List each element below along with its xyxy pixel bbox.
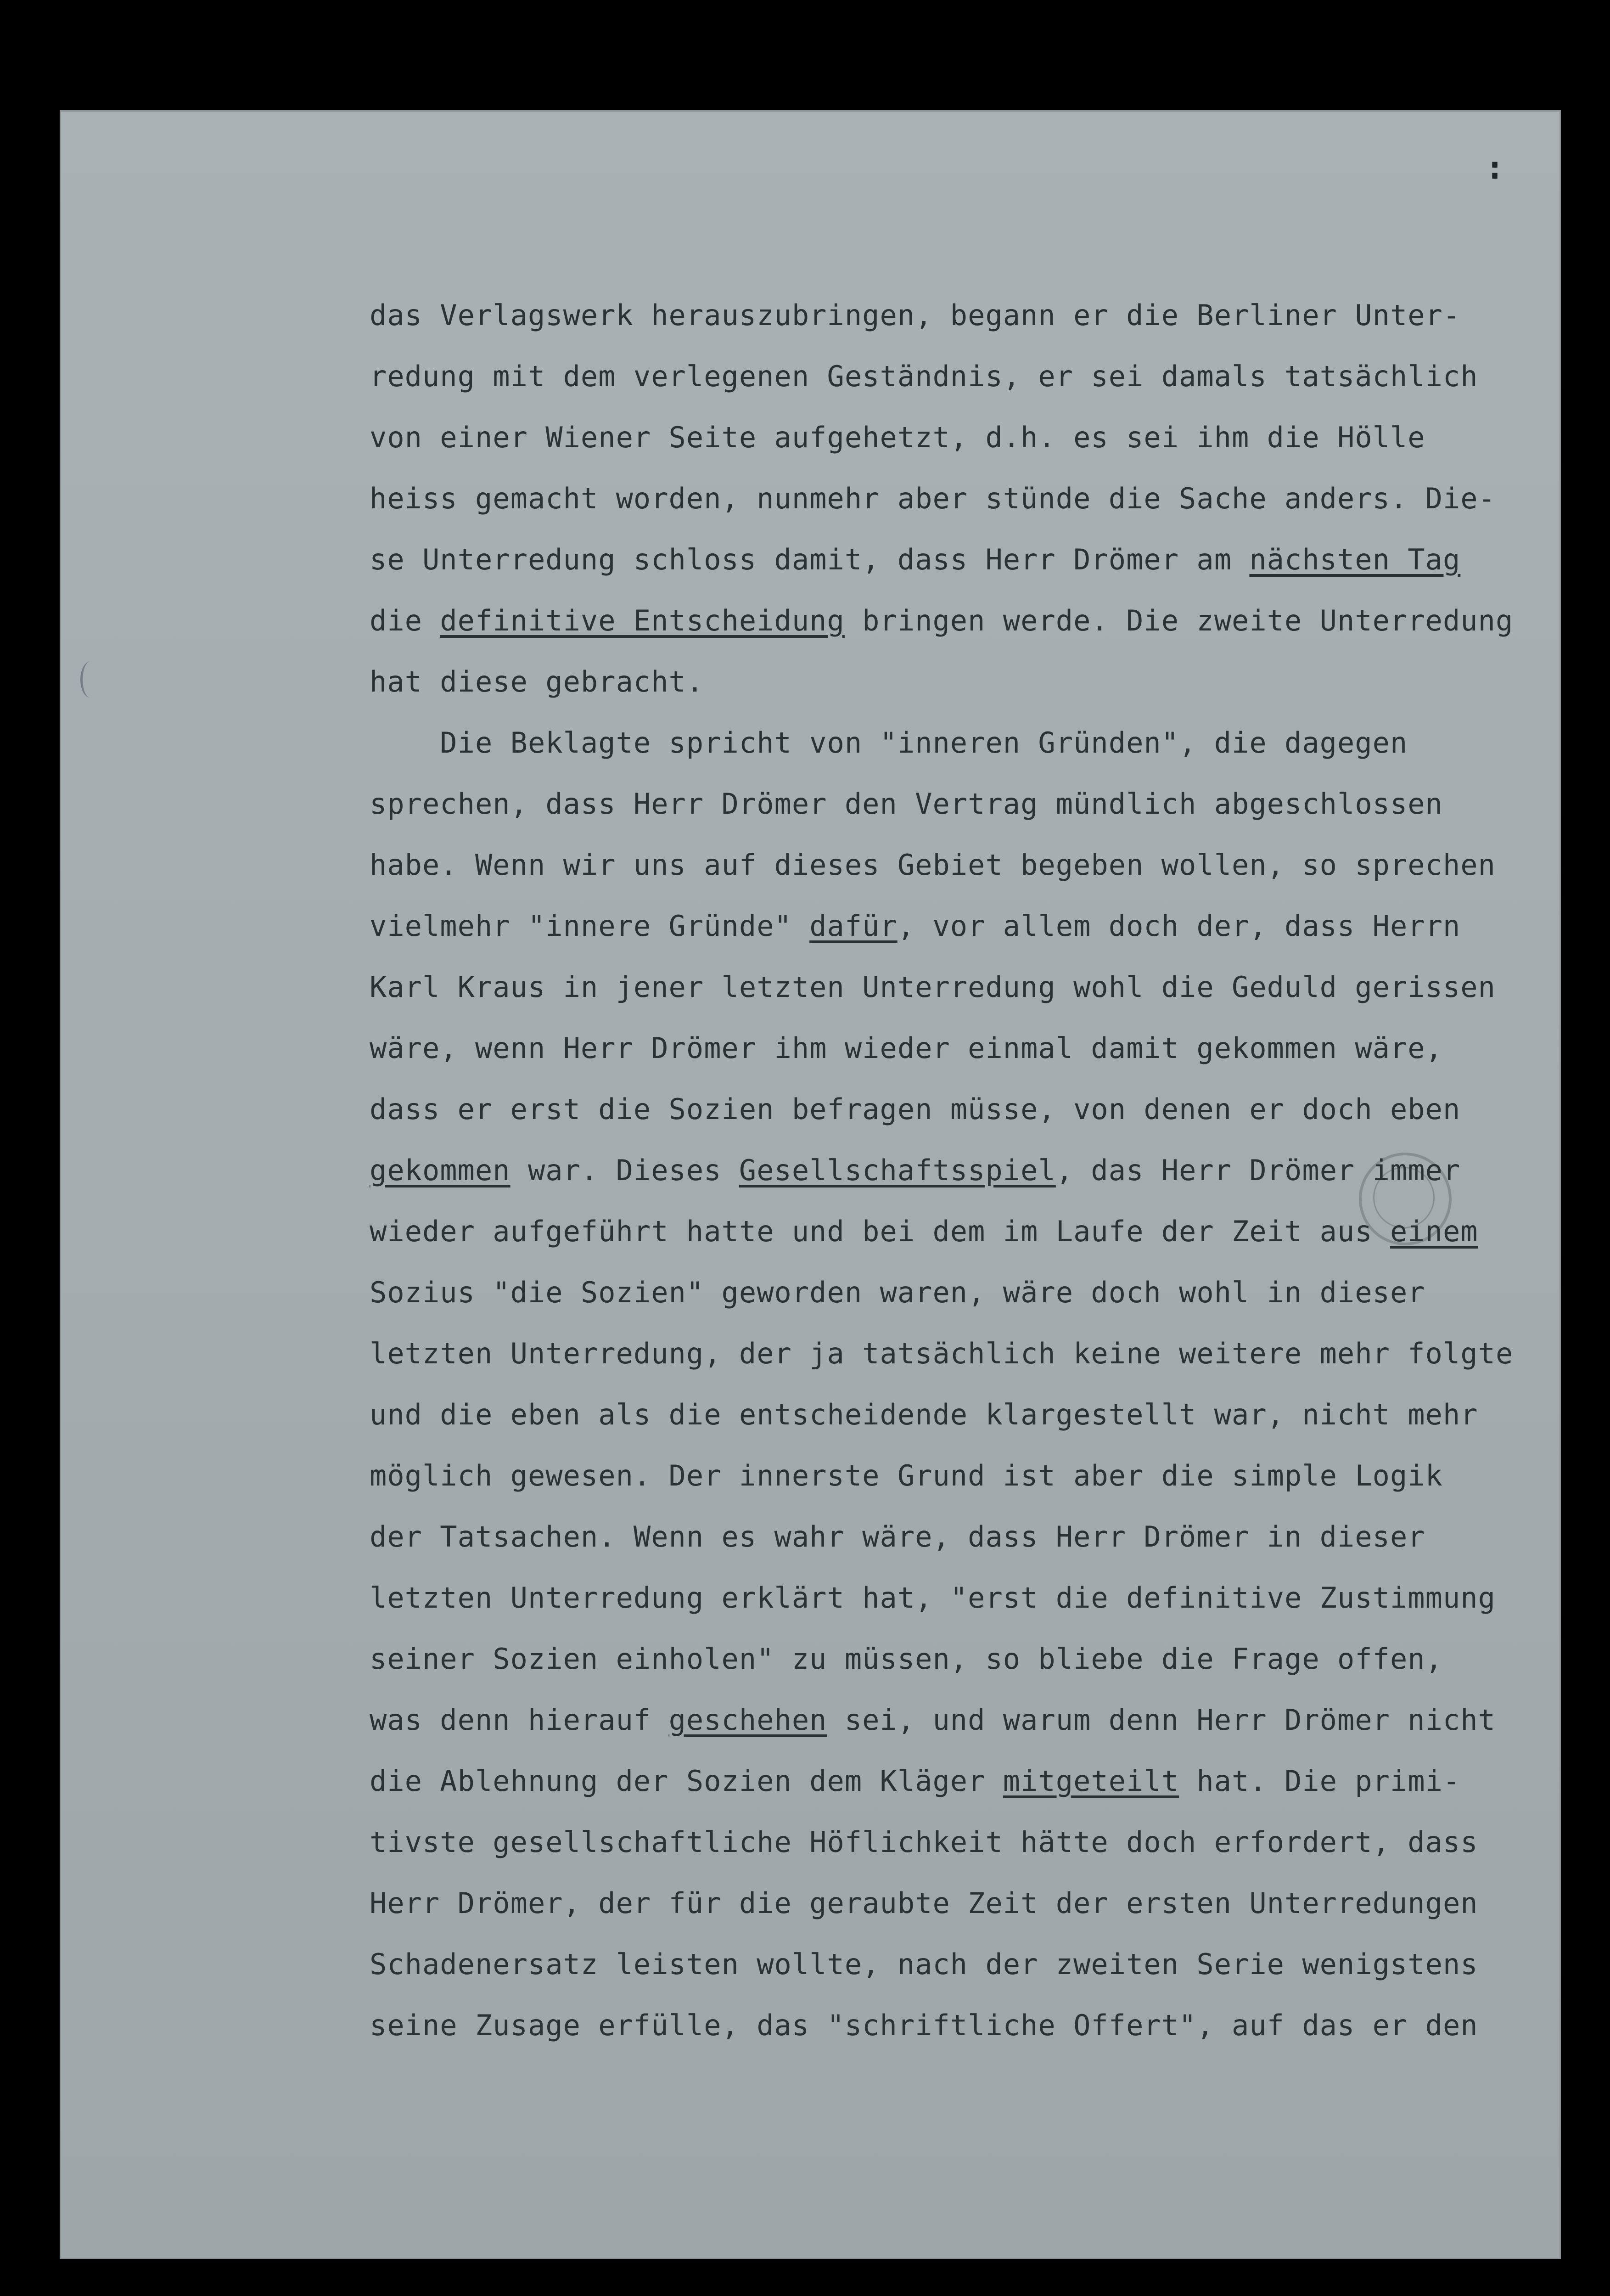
line-text: möglich gewesen. Der innerste Grund ist aber die simple Logik: [370, 1459, 1443, 1492]
line-text: vielmehr "innere Gründe": [370, 909, 810, 943]
line-text: die: [370, 604, 440, 637]
page-mark: :: [1485, 149, 1505, 186]
line-text: redung mit dem verlegenen Geständnis, er sei damals tatsächlich: [370, 360, 1478, 393]
underlined-text: definitive Entscheidung: [440, 604, 845, 637]
line-text: se Unterredung schloss damit, dass Herr Drömer am: [370, 543, 1250, 576]
text-line: [370, 1567, 1572, 1628]
text-line: [370, 1812, 1572, 1873]
line-text: sprechen, dass Herr Drömer den Vertrag mündlich abgeschlossen: [370, 787, 1443, 821]
line-text: letzten Unterredung, der ja tatsächlich keine weitere mehr folgte: [370, 1337, 1514, 1370]
text-line: [370, 1140, 1572, 1201]
underlined-text: einem: [1390, 1215, 1478, 1248]
line-text: tivste gesellschaftliche Höflichkeit hätte doch erfordert, dass: [370, 1825, 1478, 1859]
underlined-text: gekommen: [370, 1154, 510, 1187]
text-line: [370, 834, 1572, 895]
line-text: die Ablehnung der Sozien dem Kläger: [370, 1764, 1003, 1798]
line-text: Die Beklagte spricht von "inneren Gründen", die dagegen: [370, 726, 1408, 760]
text-line: [370, 529, 1572, 590]
text-line: [370, 1018, 1572, 1079]
text-line: [370, 1689, 1572, 1750]
underlined-text: mitgeteilt: [1003, 1764, 1179, 1798]
line-text: bringen werde. Die zweite Unterredung: [844, 604, 1514, 637]
line-text: hat diese gebracht.: [370, 665, 704, 698]
line-text: heiss gemacht worden, nunmehr aber stünde die Sache anders. Die-: [370, 482, 1496, 515]
line-text: wäre, wenn Herr Drömer ihm wieder einmal damit gekommen wäre,: [370, 1031, 1443, 1065]
text-line: [370, 1323, 1572, 1384]
text-line: [370, 1995, 1572, 2056]
line-text: letzten Unterredung erklärt hat, "erst die definitive Zustimmung: [370, 1581, 1496, 1615]
line-text: , das Herr Drömer immer: [1055, 1154, 1461, 1187]
line-text: der Tatsachen. Wenn es wahr wäre, dass Herr Drömer in dieser: [370, 1520, 1425, 1553]
line-text: war. Dieses: [510, 1154, 739, 1187]
text-line: [370, 895, 1572, 957]
text-line: [370, 590, 1572, 651]
text-line: [370, 1628, 1572, 1689]
text-line: [370, 1750, 1572, 1812]
text-line: [370, 1445, 1572, 1506]
text-line: [370, 1873, 1572, 1934]
margin-bracket-mark: [80, 661, 101, 698]
typewritten-body: [370, 285, 1572, 2056]
line-text: Schadenersatz leisten wollte, nach der zweiten Serie wenigstens: [370, 1947, 1478, 1981]
line-text: habe. Wenn wir uns auf dieses Gebiet begeben wollen, so sprechen: [370, 848, 1496, 882]
text-line: [370, 712, 1572, 773]
text-line: [370, 346, 1572, 407]
line-text: wieder aufgeführt hatte und bei dem im Laufe der Zeit aus: [370, 1215, 1390, 1248]
line-text: das Verlagswerk herauszubringen, begann er die Berliner Unter-: [370, 298, 1461, 332]
underlined-text: nächsten Tag: [1249, 543, 1461, 576]
underlined-text: dafür: [809, 909, 898, 943]
text-line: [370, 1262, 1572, 1323]
line-text: dass er erst die Sozien befragen müsse, von denen er doch eben: [370, 1092, 1461, 1126]
text-line: [370, 1201, 1572, 1262]
text-line: [370, 773, 1572, 834]
line-text: von einer Wiener Seite aufgehetzt, d.h. es sei ihm die Hölle: [370, 421, 1425, 454]
text-line: [370, 468, 1572, 529]
text-line: [370, 651, 1572, 712]
text-line: [370, 957, 1572, 1018]
line-text: Sozius "die Sozien" geworden waren, wäre doch wohl in dieser: [370, 1276, 1425, 1309]
text-line: [370, 1384, 1572, 1445]
text-line: [370, 1079, 1572, 1140]
text-line: [370, 1934, 1572, 1995]
text-line: [370, 1506, 1572, 1567]
text-line: [370, 407, 1572, 468]
line-text: Herr Drömer, der für die geraubte Zeit der ersten Unterredungen: [370, 1886, 1478, 1920]
line-text: seiner Sozien einholen" zu müssen, so bliebe die Frage offen,: [370, 1642, 1443, 1676]
bleed-through-text-left: [101, 276, 239, 2020]
line-text: , vor allem doch der, dass Herrn: [897, 909, 1461, 943]
line-text: seine Zusage erfülle, das "schriftliche Offert", auf das er den: [370, 2009, 1478, 2042]
line-text: Karl Kraus in jener letzten Unterredung wohl die Geduld gerissen: [370, 970, 1496, 1004]
line-text: und die eben als die entscheidende klargestellt war, nicht mehr: [370, 1398, 1478, 1431]
line-text: sei, und warum denn Herr Drömer nicht: [827, 1703, 1496, 1737]
line-text: hat. Die primi-: [1179, 1764, 1461, 1798]
underlined-text: geschehen: [668, 1703, 827, 1737]
underlined-text: Gesellschaftsspiel: [739, 1154, 1056, 1187]
line-text: was denn hierauf: [370, 1703, 669, 1737]
text-line: [370, 285, 1572, 346]
